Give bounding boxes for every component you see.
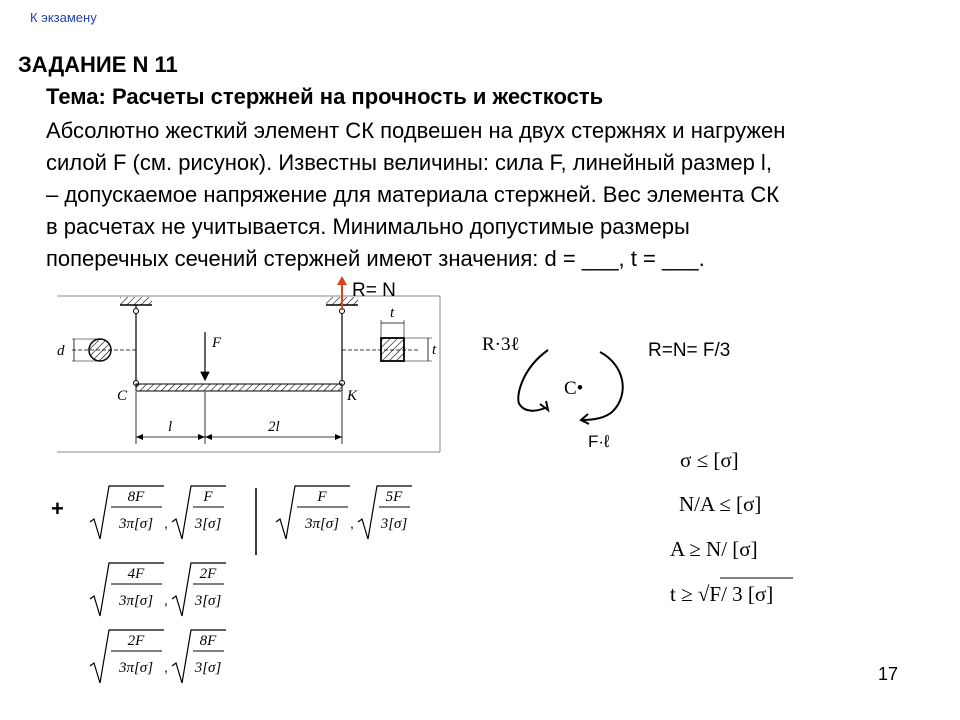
option-2-d-num: F [317,489,327,505]
option-1-d-den: 3π[σ] [118,516,154,532]
answer-option-1[interactable] [86,484,256,547]
answer-option-3[interactable] [86,561,256,624]
task-text-line-3: – допускаемое напряжение для материала стержней. Вес элемента СК [46,182,780,207]
option-2-t-num: 5F [385,489,403,505]
task-text-line-5: поперечных сечений стержней имеют значения: d = ___, t = ___. [46,246,705,271]
label-K: K [347,388,358,404]
task-text-line-4: в расчетах не учитывается. Минимально допустимые размеры [46,214,690,239]
moment-F-label: F·ℓ [588,432,610,451]
task-title: ЗАДАНИЕ N 11 [18,52,178,77]
option-3-formulas [86,561,256,619]
option-2-t-den: 3[σ] [380,516,408,532]
task-topic: Тема: Расчеты стержней на прочность и жесткость [46,84,604,109]
option-1-formulas [86,484,256,542]
solution-line-1: σ ≤ [σ] [680,448,739,472]
option-1-t-den: 3[σ] [194,516,222,532]
option-3-d-num: 4F [127,566,145,582]
answer-option-4[interactable] [86,628,256,691]
answer-option-2[interactable] [272,484,442,547]
option-4-t-den: 3[σ] [194,660,222,676]
solution-line-3: A ≥ N/ [σ] [670,537,758,561]
solution-line-4-root: F/ 3 [σ] [709,582,774,606]
label-d: d [57,343,65,359]
rigid-beam [136,384,342,391]
result-label: R=N= F/3 [648,340,731,361]
option-4-t-num: 8F [199,633,217,649]
option-1-d-num: 8F [127,489,145,505]
option-2-comma: , [350,515,354,531]
label-C: C [117,388,128,404]
moment-curve-left [518,350,548,411]
task-text-line-2: силой F (см. рисунок). Известны величины: сила F, линейный размер l, [46,150,772,175]
moment-curve-right [582,352,623,420]
option-3-d-den: 3π[σ] [118,593,154,609]
label-l: l [168,419,173,435]
solution-line-4 [670,582,773,607]
option-4-d-num: 2F [127,633,145,649]
label-t-side: t [432,342,437,358]
correct-marker: + [51,496,64,521]
option-4-comma: , [164,659,168,675]
label-2l: 2l [268,419,280,435]
moment-R-label: R·3ℓ [482,334,520,355]
option-1-t-num: F [203,489,213,505]
circle-cross-section [72,339,136,361]
label-t-top: t [390,305,395,321]
option-1-comma: , [164,515,168,531]
back-to-exam-link[interactable]: К экзамену [30,10,97,25]
option-2-d-den: 3π[σ] [304,516,340,532]
square-cross-section [342,320,432,361]
option-4-formulas [86,628,256,686]
point-C-label: C• [564,378,584,399]
option-3-t-num: 2F [199,566,217,582]
label-F: F [212,335,222,351]
solution-line-4-prefix: t ≥ [670,582,698,606]
option-2-formulas [272,484,442,542]
task-text-line-1: Абсолютно жесткий элемент СК подвешен на двух стержнях и нагружен [46,118,786,143]
option-3-comma: , [164,592,168,608]
left-support [120,297,152,305]
reaction-label: R= N [352,280,396,301]
page-number: 17 [877,664,898,684]
solution-line-2: N/A ≤ [σ] [679,492,762,516]
option-4-d-den: 3π[σ] [118,660,154,676]
sqrt-sign: √ [697,582,710,606]
option-3-t-den: 3[σ] [194,593,222,609]
